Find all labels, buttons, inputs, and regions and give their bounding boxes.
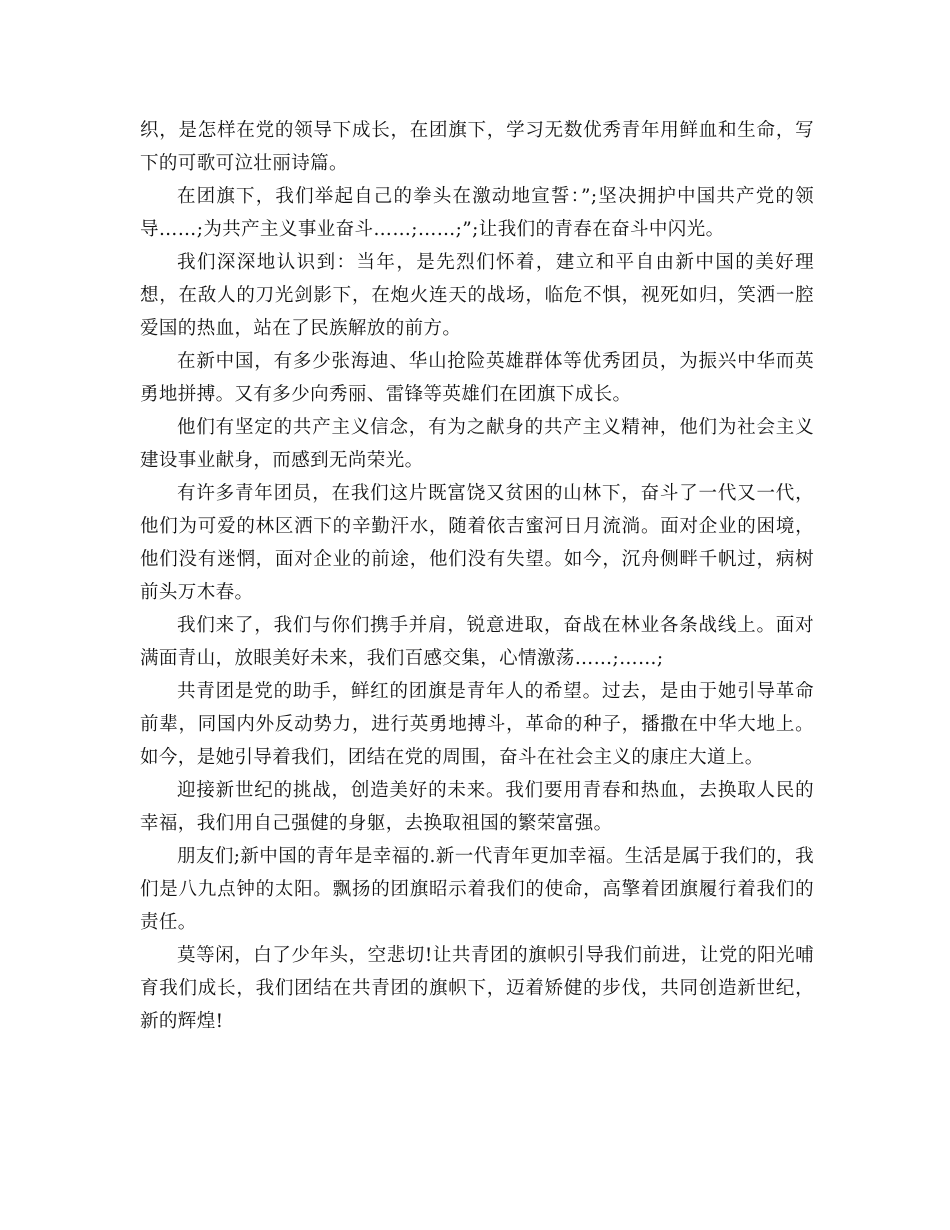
document-body (140, 114, 814, 1038)
paragraph-league: 共青团是党的助手，鲜红的团旗是青年人的希望。过去，是由于她引导革命前辈，同国内外反动势力，进行英勇地搏斗，革命的种子，播撒在中华大地上。如今，是她引导着我们，团结在党的周围，奋斗在社会主义的康庄大道上。 (140, 681, 814, 768)
paragraph-oath: 在团旗下，我们举起自己的拳头在激动地宣誓：”;坚决拥护中国共产党的领导……;为共产主义事业奋斗……;……;”;让我们的青春在奋斗中闪光。 (140, 186, 814, 240)
paragraph-continued: 织，是怎样在党的领导下成长，在团旗下，学习无数优秀青年用鲜血和生命，写下的可歌可泣壮丽诗篇。 (140, 120, 814, 174)
paragraph-friends: 朋友们;新中国的青年是幸福的.新一代青年更加幸福。生活是属于我们的，我们是八九点钟的太阳。飘扬的团旗昭示着我们的使命，高擎着团旗履行着我们的责任。 (140, 846, 814, 933)
paragraph-belief: 他们有坚定的共产主义信念，有为之献身的共产主义精神，他们为社会主义建设事业献身，而感到无尚荣光。 (140, 417, 814, 471)
paragraph-forest-members: 有许多青年团员，在我们这片既富饶又贫困的山林下，奋斗了一代又一代，他们为可爱的林区洒下的辛勤汗水，随着依吉蜜河日月流淌。面对企业的困境，他们没有迷惘，面对企业的前途，他们没有失望。如今，沉舟侧畔千帆过，病树前头万木春。 (140, 483, 814, 603)
paragraph-martyrs: 我们深深地认识到：当年，是先烈们怀着，建立和平自由新中国的美好理想，在敌人的刀光剑影下，在炮火连天的战场，临危不惧，视死如归，笑洒一腔爱国的热血，站在了民族解放的前方。 (140, 252, 814, 339)
paragraph-heroes: 在新中国，有多少张海迪、华山抢险英雄群体等优秀团员，为振兴中华而英勇地拼搏。又有多少向秀丽、雷锋等英雄们在团旗下成长。 (140, 351, 814, 405)
paragraph-challenge: 迎接新世纪的挑战，创造美好的未来。我们要用青春和热血，去换取人民的幸福，我们用自己强健的身躯，去换取祖国的繁荣富强。 (140, 780, 814, 834)
paragraph-we-came: 我们来了，我们与你们携手并肩，锐意进取，奋战在林业各条战线上。面对满面青山，放眼美好未来，我们百感交集，心情激荡……;……; (140, 615, 814, 669)
paragraph-closing: 莫等闲，白了少年头，空悲切!让共青团的旗帜引导我们前进，让党的阳光哺育我们成长，我们团结在共青团的旗帜下，迈着矫健的步伐，共同创造新世纪，新的辉煌! (140, 945, 814, 1032)
